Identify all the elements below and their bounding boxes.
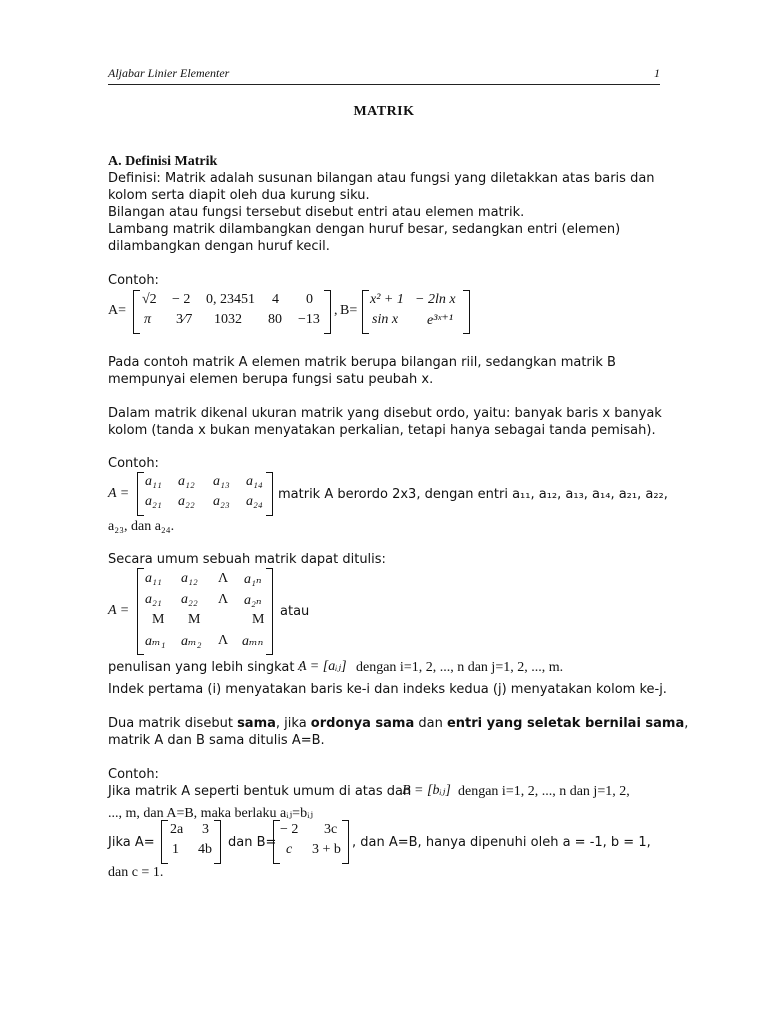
index-description: Indek pertama (i) menyatakan baris ke-i dan indeks kedua (j) menyatakan kolom ke-j. (108, 682, 667, 697)
matrix-b (363, 290, 469, 332)
bold-term: ordonya sama (310, 716, 415, 731)
matrix-cell: a₂₁ (145, 494, 162, 509)
matrix-cell: a₂₂ (178, 494, 195, 509)
matrix-cell: aₘₙ (242, 634, 264, 649)
matrix-cell: − 2 (280, 822, 299, 837)
matrix-cell: a₂₃ (213, 494, 230, 509)
matrix-cell: a₁₃ (213, 474, 230, 489)
bold-term: entri yang seletak bernilai sama (446, 716, 685, 731)
matrix-cell: a₁₂ (181, 571, 198, 586)
text-span: , (684, 716, 689, 731)
example3-tail-2: dan c = 1. (108, 865, 164, 880)
general-intro: Secara umum sebuah matrik dapat ditulis: (108, 552, 386, 567)
matrix-cell: π (144, 312, 152, 327)
bold-term: sama (237, 716, 276, 731)
example-label: Contoh: (108, 456, 159, 471)
matrix-cell: a₁ₙ (244, 572, 262, 587)
matrix-cell: sin x (372, 312, 399, 327)
matrix-cell: a₂ₙ (244, 593, 262, 608)
matrix-label: A = (108, 603, 130, 618)
matrix-cell: 1032 (214, 312, 242, 327)
matrix-cell: −13 (298, 312, 320, 327)
example-label: Contoh: (108, 273, 159, 288)
matrix-cell: Λ (218, 633, 229, 648)
matrix-a-label: A= (108, 303, 127, 318)
matrix-cell: 3⁄7 (176, 312, 193, 327)
matrix-cell: 4b (198, 842, 212, 857)
ordo-description: matrik A berordo 2x3, dengan entri a₁₁, a₁₂, a₁₃, a₁₄, a₂₁, a₂₂, (278, 487, 668, 502)
paragraph-line: mempunyai elemen berupa fungsi satu peubah x. (108, 372, 434, 387)
definition-line-1: Definisi: Matrik adalah susunan bilangan atau fungsi yang diletakkan atas baris dan (108, 171, 655, 186)
matrix-b-label: B= (340, 303, 358, 318)
matrix-cell: Μ (152, 612, 165, 627)
example3-formula: B = [bᵢⱼ] (402, 783, 451, 798)
paragraph-line: Pada contoh matrik A elemen matrik berupa bilangan riil, sedangkan matrik B (108, 355, 616, 370)
short-notation-suffix: dengan i=1, 2, ..., n dan j=1, 2, ..., m. (356, 660, 564, 675)
general-matrix (138, 568, 272, 653)
matrix-a (134, 290, 330, 332)
matrix-cell: c (286, 842, 293, 857)
matrix-cell: Μ (188, 612, 201, 627)
matrix-cell: 2a (170, 822, 184, 837)
definition-line-4: Lambang matrik dilambangkan dengan huruf besar, sedangkan entri (elemen) (108, 222, 621, 237)
matrix-cell: a₂₂ (181, 592, 198, 607)
matrix-cell: 3 (202, 822, 209, 837)
matrix-cell: a₁₁ (145, 474, 162, 489)
matrix-cell: a₁₂ (178, 474, 195, 489)
separator: , (334, 303, 338, 318)
atau-label: atau (280, 604, 310, 619)
header-title: Aljabar Linier Elementer (108, 66, 230, 80)
example3-dan-b: dan B= (228, 835, 277, 850)
text-span: , jika (275, 716, 311, 731)
matrix-cell: a₁₄ (246, 474, 263, 489)
definition-line-3: Bilangan atau fungsi tersebut disebut entri atau elemen matrik. (108, 205, 525, 220)
matrix-cell: x² + 1 (370, 292, 404, 307)
document-title: MATRIK (353, 104, 415, 119)
matrix-2x4 (138, 472, 272, 514)
equality-line-2: matrik A dan B sama ditulis A=B. (108, 733, 325, 748)
matrix-a-example3 (162, 820, 220, 862)
definition-line-2: kolom serta diapit oleh dua kurung siku. (108, 188, 370, 203)
matrix-cell: e³ˣ⁺¹ (427, 313, 453, 328)
example3-line-2: ..., m, dan A=B, maka berlaku aᵢⱼ=bᵢⱼ (108, 806, 314, 821)
equality-definition (108, 715, 688, 732)
matrix-cell: − 2ln x (415, 292, 456, 307)
matrix-cell: 80 (268, 312, 282, 327)
text-span: Dua matrik disebut (108, 716, 238, 731)
matrix-cell: aₘ₁ (145, 634, 166, 649)
matrix-cell: 1 (172, 842, 179, 857)
page-number: 1 (654, 66, 660, 80)
matrix-cell: 0, 23451 (206, 292, 255, 307)
matrix-cell: 3c (324, 822, 338, 837)
ordo-description-cont: a₂₃, dan a₂₄. (108, 519, 175, 534)
matrix-cell: 3 + b (312, 842, 341, 857)
matrix-cell: 4 (272, 292, 279, 307)
matrix-cell: Μ (252, 612, 265, 627)
example3-line-1a: Jika matrik A seperti bentuk umum di atas dan (108, 784, 412, 799)
matrix-cell: 0 (306, 292, 313, 307)
matrix-cell: a₂₁ (145, 592, 162, 607)
page-header (108, 64, 660, 85)
text-span: dan (414, 716, 447, 731)
example3-line-1b: dengan i=1, 2, ..., n dan j=1, 2, (458, 784, 630, 799)
matrix-cell: a₂₄ (246, 494, 263, 509)
short-notation-formula: A = [aᵢⱼ] (298, 659, 347, 674)
matrix-label: A = (108, 486, 130, 501)
short-notation-prefix: penulisan yang lebih singkat : (108, 660, 303, 675)
matrix-cell: − 2 (172, 292, 191, 307)
matrix-b-example3 (274, 820, 348, 862)
matrix-cell: √2 (142, 292, 157, 307)
section-heading: A. Definisi Matrik (108, 154, 218, 169)
example3-jika: Jika A= (108, 835, 155, 850)
example3-tail: , dan A=B, hanya dipenuhi oleh a = -1, b = 1, (352, 835, 651, 850)
definition-line-5: dilambangkan dengan huruf kecil. (108, 239, 330, 254)
matrix-cell: a₁₁ (145, 571, 162, 586)
example-label: Contoh: (108, 767, 159, 782)
matrix-cell: Λ (218, 571, 229, 586)
paragraph-line: kolom (tanda x bukan menyatakan perkalian, tetapi hanya sebagai tanda pemisah). (108, 423, 656, 438)
matrix-cell: aₘ₂ (181, 634, 202, 649)
matrix-cell: Λ (218, 592, 229, 607)
paragraph-line: Dalam matrik dikenal ukuran matrik yang disebut ordo, yaitu: banyak baris x banyak (108, 406, 662, 421)
